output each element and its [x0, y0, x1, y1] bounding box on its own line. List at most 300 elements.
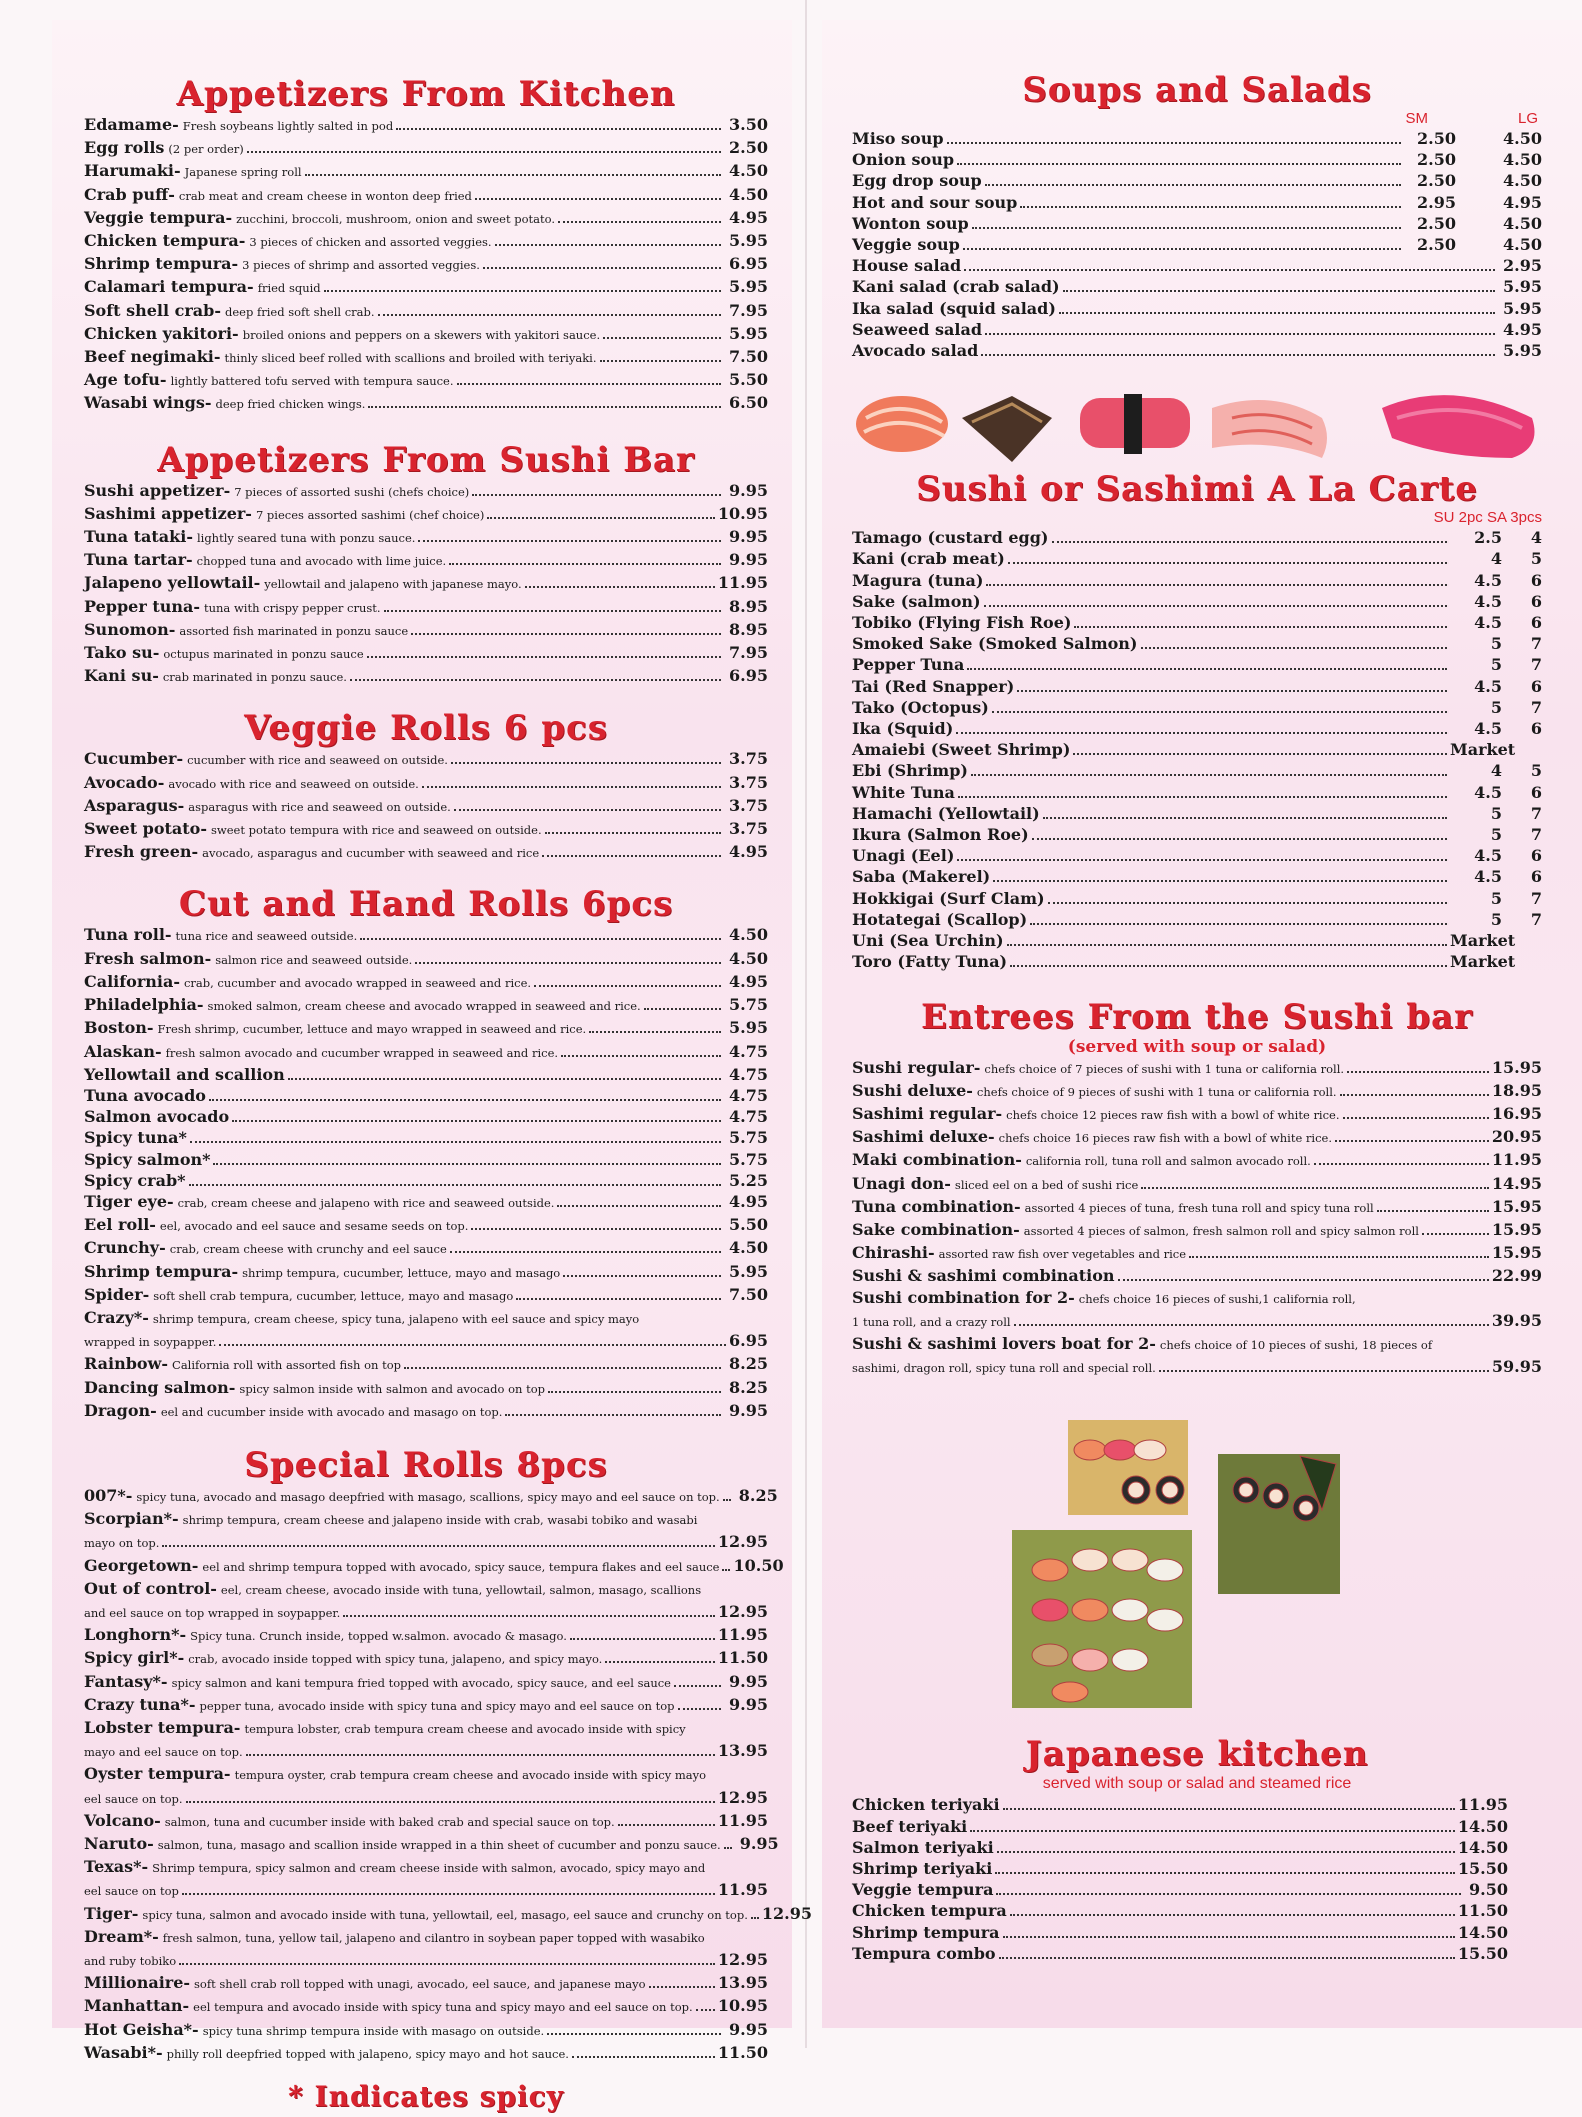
menu-item-name: Rainbow-: [84, 1354, 169, 1374]
menu-item-description: sliced eel on a bed of sushi rice: [954, 1177, 1139, 1192]
menu-item-description: 7 pieces assorted sashimi (chef choice): [255, 507, 485, 522]
menu-item-price: 12.95: [717, 1787, 768, 1807]
menu-item-price: 9.95: [729, 1694, 768, 1714]
menu-item-price: 4.50: [1503, 213, 1542, 233]
leader-dots: [674, 1685, 721, 1687]
leader-dots: [993, 880, 1447, 882]
menu-item-price: 6: [1530, 846, 1542, 866]
leader-dots: [232, 1120, 721, 1122]
leader-dots: [1010, 965, 1447, 967]
menu-item-description: lightly seared tuna with ponzu sauce.: [196, 531, 416, 546]
menu-item: [84, 1041, 768, 1064]
menu-item-price: 14.50: [1457, 1816, 1508, 1836]
menu-item-name: Shrimp tempura: [852, 1922, 1000, 1942]
menu-item-price: 4: [1530, 528, 1542, 548]
menu-item-name: Uni (Sea Urchin): [852, 931, 1004, 951]
menu-item-price: 3.75: [729, 795, 768, 815]
menu-item-price: 6: [1530, 613, 1542, 633]
leader-dots: [1010, 1914, 1455, 1916]
menu-item: [852, 697, 1542, 718]
menu-item-description: Fresh soybeans lightly salted in pod: [182, 119, 394, 133]
menu-item: [852, 1080, 1542, 1103]
menu-item-name: Harumaki-: [84, 161, 181, 181]
menu-item-price: 8.95: [729, 619, 768, 639]
menu-item: [84, 253, 768, 276]
menu-item-name: Shrimp teriyaki: [852, 1858, 993, 1878]
section-title-appetizers-sushi: Appetizers From Sushi Bar: [157, 439, 695, 480]
menu-item-price: 4.5: [1474, 846, 1502, 866]
leader-dots: [1340, 1094, 1489, 1096]
menu-item: [84, 1555, 784, 1578]
menu-item-price: 2.50: [1417, 129, 1456, 148]
menu-item-description: assorted 4 pieces of salmon, fresh salmon roll and spicy salmon roll: [1023, 1223, 1419, 1238]
menu-item-price: 5: [1490, 697, 1502, 717]
leader-dots: [997, 1851, 1455, 1853]
menu-item-description: Shrimp tempura, spicy salmon and cream cheese inside with salmon, avocado, spicy mayo and: [152, 1861, 706, 1876]
a-la-carte-header: SU 2pc SA 3pcs: [1433, 509, 1542, 527]
menu-item-description: sweet potato tempura with rice and seaweed on outside.: [210, 823, 542, 838]
menu-item-name: Edamame-: [84, 115, 179, 134]
menu-item-price: 3.75: [729, 819, 768, 839]
menu-item-price: 4.5: [1474, 613, 1502, 633]
leader-dots: [992, 711, 1447, 713]
leader-dots: [1141, 1187, 1489, 1189]
leader-dots: [967, 668, 1447, 670]
menu-item-price: 7.95: [729, 300, 768, 320]
leader-dots: [487, 517, 715, 519]
menu-item: [852, 888, 1542, 909]
menu-item-name: Unagi don-: [852, 1173, 951, 1193]
page-fold: [805, 0, 807, 2048]
menu-item-description: 3 pieces of shrimp and assorted veggies.: [242, 258, 480, 273]
menu-item-price: 14.50: [1457, 1922, 1508, 1942]
menu-item-price: 5: [1490, 909, 1502, 929]
menu-item: [84, 994, 768, 1017]
menu-item-name: Fresh salmon-: [84, 948, 212, 968]
menu-item: [852, 340, 1542, 361]
menu-item: [84, 1856, 768, 1879]
menu-item-price: 4.5: [1474, 719, 1502, 739]
menu-item: [84, 1717, 768, 1740]
menu-item: [84, 392, 768, 415]
menu-item-description: Spicy tuna. Crunch inside, topped w.salmon. avocado & masago.: [190, 1629, 567, 1644]
menu-item-price: 6.95: [729, 666, 768, 686]
menu-item-description: Japanese spring roll: [184, 165, 302, 180]
menu-item-name: Kani salad (crab salad): [852, 277, 1060, 297]
menu-item: [852, 1922, 1542, 1943]
leader-dots: [1017, 690, 1447, 692]
menu-item-price: 5.95: [729, 277, 768, 297]
menu-item-name: Avocado-: [84, 772, 165, 792]
menu-item-description: spicy salmon inside with salmon and avocado on top: [239, 1381, 545, 1396]
leader-dots: [947, 142, 1401, 144]
menu-item-description: spicy tuna shrimp tempura inside with masago on outside.: [202, 2023, 545, 2038]
leader-dots: [343, 1615, 715, 1617]
menu-item-description: eel, avocado and eel sauce and sesame seeds on top.: [159, 1219, 469, 1234]
menu-item-name: Hamachi (Yellowtail): [852, 803, 1040, 823]
menu-item-description: thinly sliced beef rolled with scallions and broiled with teriyaki.: [224, 351, 597, 366]
leader-dots: [563, 1275, 721, 1277]
menu-item: [852, 591, 1542, 612]
menu-item-price: 5: [1490, 655, 1502, 675]
menu-item-name: Amaiebi (Sweet Shrimp): [852, 740, 1071, 760]
menu-item-price: 6: [1530, 867, 1542, 887]
menu-item: [84, 1017, 768, 1040]
leader-dots: [1008, 562, 1447, 564]
leader-dots: [696, 2009, 715, 2011]
menu-item-description: california roll, tuna roll and salmon avocado roll.: [1025, 1154, 1311, 1169]
menu-item-name: Miso soup: [852, 129, 944, 148]
leader-dots: [985, 184, 1401, 186]
menu-item-name: Seaweed salad: [852, 319, 982, 339]
menu-item-description: mayo on top.: [84, 1536, 160, 1551]
menu-item-name: Tuna avocado: [84, 1085, 206, 1105]
leader-dots: [288, 1078, 721, 1080]
menu-item: [84, 1485, 778, 1508]
menu-item-price: 4.50: [729, 1238, 768, 1258]
menu-item: [852, 866, 1542, 887]
leader-dots: [956, 732, 1447, 734]
menu-item-price: 5: [1490, 888, 1502, 908]
menu-item-name: Crazy tuna*-: [84, 1694, 196, 1714]
menu-item-name: Boston-: [84, 1018, 154, 1038]
menu-item-name: Sashimi appetizer-: [84, 503, 252, 523]
leader-dots: [1030, 923, 1447, 925]
menu-item: [84, 2042, 768, 2065]
menu-item: [84, 1377, 768, 1400]
leader-dots: [209, 1099, 721, 1101]
leader-dots: [1422, 1233, 1489, 1235]
leader-dots: [1189, 1256, 1489, 1258]
menu-item: [84, 1400, 768, 1423]
menu-item-price: Market: [1450, 952, 1516, 972]
leader-dots: [422, 786, 721, 788]
sushi-pieces-image: [852, 378, 1542, 470]
leader-dots: [1347, 1071, 1489, 1073]
menu-item: [852, 527, 1542, 548]
menu-item-description: eel tempura and avocado inside with spicy tuna and spicy mayo and eel sauce on top.: [193, 2000, 693, 2015]
menu-item-name: Hot and sour soup: [852, 192, 1018, 212]
menu-item-name: Tuna tataki-: [84, 527, 193, 547]
menu-item-name: Onion soup: [852, 150, 955, 170]
menu-item-description: 3 pieces of chicken and assorted veggies.: [249, 235, 492, 250]
menu-item-name: Kani (crab meat): [852, 549, 1005, 569]
menu-item-price: 9.95: [729, 527, 768, 547]
menu-item-name: Veggie tempura-: [84, 207, 233, 227]
menu-item-price: 8.25: [729, 1377, 768, 1397]
leader-dots: [186, 1801, 715, 1803]
menu-item-name: Age tofu-: [84, 370, 167, 390]
section-title-soups-salads: Soups and Salads: [1022, 70, 1372, 110]
leader-dots: [324, 290, 721, 292]
japanese-kitchen-list: [852, 1794, 1542, 1964]
menu-item-name: Shrimp tempura-: [84, 254, 239, 274]
menu-item-name: Tako su-: [84, 643, 160, 663]
leader-dots: [561, 1055, 721, 1057]
menu-item-description: sashimi, dragon roll, spicy tuna roll and special roll.: [852, 1361, 1156, 1376]
menu-item-price: 14.95: [1491, 1173, 1542, 1193]
menu-item-price: 9.95: [729, 1671, 768, 1691]
menu-item-price: 16.95: [1491, 1103, 1542, 1123]
menu-item-name: Crab puff-: [84, 184, 175, 204]
menu-item: [852, 633, 1542, 654]
menu-item: [852, 1879, 1542, 1900]
menu-item-price: 3.75: [729, 772, 768, 792]
menu-item: [852, 1196, 1542, 1219]
menu-item-price: 7: [1530, 697, 1542, 717]
leader-dots: [182, 1893, 715, 1895]
menu-item-description: chefs choice 16 pieces raw fish with a bowl of white rice.: [998, 1131, 1332, 1146]
menu-item-name: Egg drop soup: [852, 171, 982, 191]
menu-item-price: 4.50: [729, 184, 768, 204]
menu-item-name: Manhattan-: [84, 1996, 190, 2016]
menu-item-name: Avocado salad: [852, 341, 979, 361]
menu-item-name: Sushi regular-: [852, 1057, 981, 1077]
menu-item-price: 15.95: [1491, 1196, 1542, 1216]
menu-item: [852, 1265, 1542, 1286]
leader-dots: [1003, 1936, 1455, 1938]
menu-item-name: Ebi (Shrimp): [852, 761, 968, 781]
menu-item: [84, 772, 768, 795]
menu-item-description: octupus marinated in ponzu sauce: [163, 647, 364, 662]
menu-item-price: 15.50: [1457, 1943, 1508, 1963]
menu-item-price: 4.95: [729, 842, 768, 862]
menu-item-price: 6: [1530, 719, 1542, 739]
menu-item-price: 10.95: [717, 503, 768, 523]
leader-dots: [396, 128, 721, 130]
leader-dots: [600, 360, 722, 362]
menu-item-name: Ikura (Salmon Roe): [852, 825, 1029, 845]
menu-item-name: Tiger eye-: [84, 1191, 174, 1211]
leader-dots: [1014, 1324, 1489, 1326]
menu-item: [852, 1242, 1542, 1265]
menu-item: [852, 718, 1542, 739]
menu-item-price: 2.50: [1417, 150, 1456, 170]
menu-item-name: Toro (Fatty Tuna): [852, 952, 1008, 972]
menu-item-description: fresh salmon avocado and cucumber wrapped in seaweed and rice.: [165, 1045, 559, 1060]
menu-item-price: 11.95: [1491, 1150, 1542, 1170]
menu-item-price: 2.95: [1417, 192, 1456, 212]
menu-item: [852, 739, 1542, 760]
menu-item-price: 9.95: [739, 1834, 779, 1853]
menu-item-price: 4: [1490, 549, 1502, 569]
menu-item-name: Fresh green-: [84, 842, 199, 862]
leader-dots: [418, 540, 721, 542]
section-title-veggie-rolls: Veggie Rolls 6 pcs: [244, 708, 608, 749]
menu-item-name: California-: [84, 971, 180, 991]
entrees-for-two-list: [852, 1287, 1542, 1380]
menu-item-name: Egg rolls: [84, 138, 165, 158]
menu-item-description: eel and cucumber inside with avocado and masago on top.: [160, 1404, 503, 1419]
menu-item-description: salmon, tuna, masago and scallion inside wrapped in a thin sheet of cucumber and ponzu sauce.: [157, 1838, 721, 1852]
menu-item: [852, 1333, 1542, 1356]
menu-item: [84, 1353, 768, 1376]
menu-item-name: Spider-: [84, 1284, 150, 1304]
menu-item-price: 5: [1530, 549, 1542, 569]
menu-item-price: 9.95: [729, 2019, 768, 2039]
menu-item-price: 4.95: [729, 1191, 768, 1211]
menu-item: [852, 1103, 1542, 1126]
menu-item-price: 4.95: [729, 207, 768, 227]
menu-item: [852, 213, 1542, 234]
menu-item-price: 6.50: [729, 393, 768, 413]
menu-item-price: 15.95: [1491, 1219, 1542, 1239]
menu-item-price: 20.95: [1491, 1127, 1542, 1147]
leader-dots: [958, 796, 1447, 798]
eel-sushi-image: [962, 396, 1052, 462]
menu-item-description: California roll with assorted fish on top: [172, 1358, 401, 1373]
menu-item-price: 15.95: [1491, 1057, 1542, 1077]
menu-item-name: Alaskan-: [84, 1041, 162, 1061]
menu-item-description: crab meat and cream cheese in wonton deep fried: [178, 188, 472, 203]
japanese-kitchen-subtitle: served with soup or salad and steamed rice: [1042, 1775, 1352, 1793]
leader-dots: [572, 2056, 715, 2058]
menu-item-price: 4.95: [1503, 192, 1542, 212]
menu-item-description: Fresh shrimp, cucumber, lettuce and mayo wrapped in seaweed and rice.: [157, 1022, 587, 1037]
leader-dots: [179, 1963, 715, 1965]
menu-item-price: 2.50: [729, 138, 768, 158]
menu-item: [852, 1858, 1542, 1879]
menu-item-description: lightly battered tofu served with tempura sauce.: [170, 374, 454, 389]
leader-dots: [957, 163, 1401, 165]
menu-item: [852, 276, 1542, 297]
menu-item-price: 5.25: [729, 1170, 768, 1190]
menu-item: [84, 346, 768, 369]
menu-item-name: Salmon teriyaki: [852, 1837, 994, 1857]
menu-item-description: fried squid: [257, 281, 321, 296]
menu-item-name: Lobster tempura-: [84, 1717, 241, 1737]
menu-item: [84, 1261, 768, 1284]
menu-item-price: 9.50: [1469, 1880, 1508, 1900]
menu-item: [852, 128, 1542, 149]
menu-item-description: tuna rice and seaweed outside.: [175, 929, 358, 944]
menu-item-price: 11.50: [717, 2042, 768, 2062]
menu-item-cont: [852, 1310, 1542, 1333]
leader-dots: [1335, 1140, 1489, 1142]
menu-item-name: Chicken tempura-: [84, 231, 246, 251]
menu-item-description: and ruby tobiko: [84, 1954, 177, 1969]
menu-item-description: chefs choice of 9 pieces of sushi with 1 tuna or california roll.: [976, 1084, 1337, 1099]
menu-item: [84, 596, 768, 619]
menu-item-name: Tobiko (Flying Fish Roe): [852, 613, 1072, 633]
leader-dots: [1118, 1279, 1489, 1281]
leader-dots: [1052, 541, 1448, 543]
menu-item: [84, 619, 768, 642]
menu-item-name: Soft shell crab-: [84, 300, 221, 320]
menu-item-cont: [84, 1740, 768, 1763]
menu-item: [852, 234, 1542, 255]
leader-dots: [1020, 206, 1401, 208]
menu-item-price: 11.95: [717, 1880, 768, 1900]
leader-dots: [450, 1251, 721, 1253]
menu-item-cont: [84, 1787, 768, 1810]
menu-item-price: 4.50: [1503, 129, 1542, 148]
menu-item-price: 3.75: [729, 749, 768, 769]
menu-item-name: Salmon avocado: [84, 1107, 230, 1127]
menu-item-price: 14.50: [1457, 1837, 1508, 1857]
menu-item-description: eel sauce on top: [84, 1884, 179, 1899]
menu-item-description: fresh salmon, tuna, yellow tail, jalapeno and cilantro in soybean paper topped with wasabiko: [162, 1930, 705, 1945]
menu-item-description: deep fried soft shell crab.: [224, 304, 375, 319]
menu-item: [84, 230, 768, 253]
menu-item-price: 5.95: [1503, 277, 1542, 297]
menu-item: [84, 818, 768, 841]
menu-item-price: 11.50: [1457, 1901, 1508, 1921]
leader-dots: [999, 1957, 1455, 1959]
menu-item-price: 2.50: [1417, 171, 1456, 191]
menu-item: [84, 1214, 768, 1237]
menu-item-name: Texas*-: [84, 1857, 149, 1877]
menu-item-name: Ika (Squid): [852, 719, 954, 739]
menu-item-price: 7: [1530, 825, 1542, 845]
menu-item-name: Smoked Sake (Smoked Salmon): [852, 634, 1138, 654]
menu-item-description: salmon, tuna and cucumber inside with baked crab and special sauce on top.: [164, 1814, 615, 1829]
menu-item-description: tuna with crispy pepper crust.: [204, 600, 381, 615]
menu-item-cont: [852, 1356, 1542, 1379]
menu-item-name: Sashimi deluxe-: [852, 1127, 995, 1147]
menu-item-description: crab, avocado inside topped with spicy tuna, jalapeno, and spicy mayo.: [188, 1652, 603, 1667]
menu-item-name: Asparagus-: [84, 795, 185, 815]
menu-item-name: Eel roll-: [84, 1215, 156, 1235]
menu-item-price: 5.75: [729, 1149, 768, 1169]
menu-item-name: Dream*-: [84, 1926, 159, 1946]
menu-item-price: 4.50: [1503, 150, 1542, 170]
menu-item-price: 4.75: [729, 1085, 768, 1105]
leader-dots: [649, 1986, 715, 1988]
menu-item-name: Sushi combination for 2-: [852, 1287, 1075, 1307]
leader-dots: [190, 1141, 721, 1143]
menu-item-name: Volcano-: [84, 1810, 161, 1830]
menu-item-price: 12.95: [717, 1601, 768, 1621]
leader-dots: [981, 354, 1495, 356]
menu-item: [84, 948, 768, 971]
menu-item: [84, 184, 768, 207]
menu-item-name: Chicken tempura: [852, 1901, 1007, 1921]
cut-hand-rolls-list: [84, 924, 768, 1306]
menu-item-description: crab, cucumber and avocado wrapped in seaweed and rice.: [183, 975, 532, 990]
menu-item-description: shrimp tempura, cream cheese and jalapeno inside with crab, wasabi tobiko and wasabi: [182, 1513, 698, 1528]
menu-item-name: Yellowtail and scallion: [84, 1064, 285, 1084]
menu-item-price: 5.95: [729, 1261, 768, 1281]
leader-dots: [558, 221, 721, 223]
menu-item-description: eel and shrimp tempura topped with avocado, spicy sauce, tempura flakes and eel sauce: [202, 1559, 720, 1574]
leader-dots: [472, 494, 721, 496]
menu-item-crazy: Crazy*- shrimp tempura, cream cheese, spicy tuna, jalapeno with eel sauce and spicy mayo: [84, 1307, 640, 1327]
menu-item-name: Crunchy-: [84, 1238, 166, 1258]
menu-item: [84, 503, 768, 526]
menu-item-description: spicy tuna, avocado and masago deepfried with masago, scallions, spicy mayo and eel sauce on top.: [136, 1489, 720, 1504]
menu-item: [84, 1624, 768, 1647]
menu-item-name: Beef teriyaki: [852, 1816, 968, 1836]
menu-item: [852, 612, 1542, 633]
leader-dots: [996, 1893, 1461, 1895]
menu-item-name: Tiger-: [84, 1903, 139, 1923]
menu-item-name: Calamari tempura-: [84, 277, 254, 297]
section-title-a-la-carte: Sushi or Sashimi A La Carte: [916, 469, 1478, 510]
menu-item-price: 5.75: [729, 1128, 768, 1148]
menu-item-name: Sake combination-: [852, 1219, 1020, 1239]
menu-item-price: 7: [1530, 655, 1542, 675]
menu-item-description: philly roll deepfried topped with jalapeno, spicy mayo and hot sauce.: [166, 2046, 569, 2061]
shrimp-sushi-image: [1212, 400, 1327, 458]
leader-dots: [603, 337, 721, 339]
menu-item-price: 2.95: [1503, 256, 1542, 276]
menu-item: [84, 1127, 768, 1148]
menu-item: [84, 323, 768, 346]
menu-item-description: tempura lobster, crab tempura cream cheese and avocado inside with spicy: [244, 1721, 686, 1736]
sashimi-slice-image: [1382, 395, 1535, 458]
menu-item-price: 7.50: [729, 1284, 768, 1304]
